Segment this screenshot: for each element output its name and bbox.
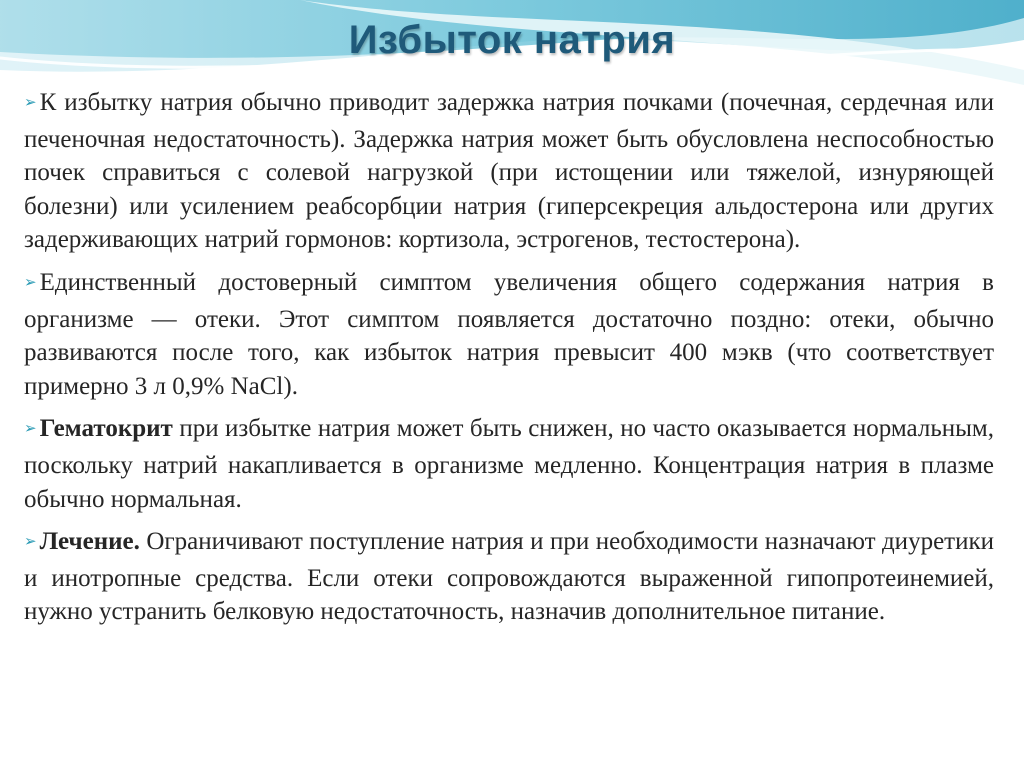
paragraph-edema-symptom [24, 266, 994, 403]
arrow-bullet-icon: ➢ [24, 93, 37, 111]
arrow-bullet-icon: ➢ [24, 419, 37, 438]
paragraph-hematocrit [24, 412, 994, 516]
slide-title: Избыток натрия [348, 18, 676, 62]
arrow-bullet-icon: ➢ [24, 272, 37, 291]
paragraph-text: Единственный достоверный симптом увеличения общего содержания натрия в организме — отеки. Этот симптом появляется достаточно поздно: отеки, обычно развиваются после того, как избыток натрия превысит 400 мэкв (что соответствует примерно 3 л 0,9% NaCl). [24, 268, 994, 400]
slide-content [24, 86, 994, 638]
paragraph-text: Ограничивают поступление натрия и при необходимости назначают диуретики и инотропные средства. Если отеки сопровождаются выраженной гипопротеинемией, нужно устранить белковую недостаточность, назначив дополнительное питание. [24, 528, 994, 626]
paragraph-lead: Лечение. [39, 528, 140, 556]
paragraph-sodium-retention [24, 86, 994, 257]
paragraph-text: при избытке натрия может быть снижен, но часто оказывается нормальным, поскольку натрий накапливается в организме медленно. Концентрация натрия в плазме обычно нормальная. [24, 415, 994, 513]
paragraph-treatment [24, 525, 994, 629]
arrow-bullet-icon: ➢ [24, 532, 37, 551]
paragraph-text: К избытку натрия обычно приводит задержка натрия почками (почечная, сердечная или печеночная недостаточность). Задержка натрия может быть обусловлена неспособностью почек справиться с солевой нагрузкой (при истощении или тяжелой, изнуряющей болезни) или усилением реабсорбции натрия (гиперсекреция альдостерона или других задерживающих натрий гормонов: кортизола, эстрогенов, тестостерона). [24, 89, 994, 254]
paragraph-lead: Гематокрит [39, 415, 173, 443]
